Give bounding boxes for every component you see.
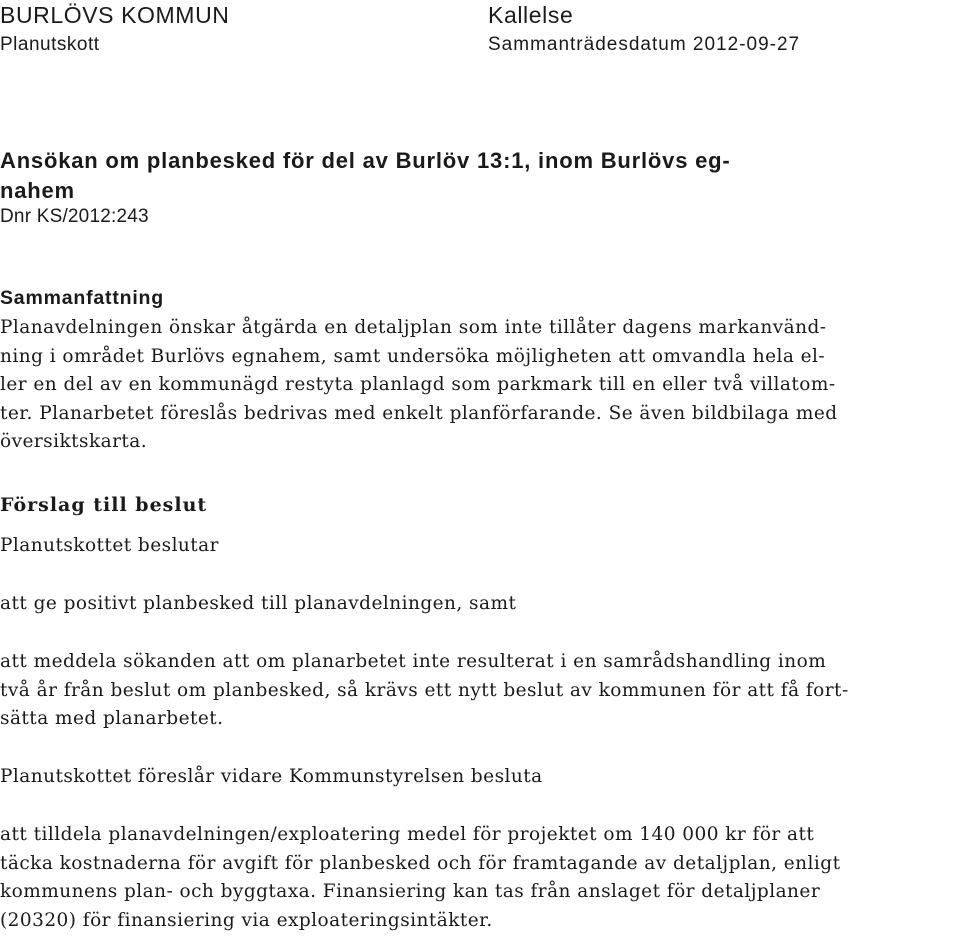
decision-item-3-line: kommunens plan- och byggtaxa. Finansiering kan tas från anslaget för detaljplaner xyxy=(0,881,821,902)
further-proposal xyxy=(0,763,960,792)
summary-heading: Sammanfattning xyxy=(0,287,164,309)
decision-item-2-line: två år från beslut om planbesked, så krävs ett nytt beslut av kommunen för att få fort- xyxy=(0,679,849,701)
case-title xyxy=(0,146,760,206)
summary-line: ler en del av en kommunägd restyta planlagd som parkmark till en eller två villatom- xyxy=(0,374,836,395)
case-title-line: nahem xyxy=(0,178,75,203)
document-type: Kallelse xyxy=(488,2,574,28)
summary-line: ter. Planarbetet föreslås bedrivas med enkelt planförfarande. Se även bildbilaga med xyxy=(0,402,838,424)
case-number: Dnr KS/2012:243 xyxy=(0,206,149,227)
meeting-date: Sammanträdesdatum 2012-09-27 xyxy=(488,34,801,55)
decision-item-3-line: (20320) för finansiering via exploateringsintäkter. xyxy=(0,909,493,931)
summary-line: översiktskarta. xyxy=(0,431,148,452)
summary-paragraph xyxy=(0,314,960,457)
decision-item-2 xyxy=(0,648,960,734)
decision-item-2-line: sätta med planarbetet. xyxy=(0,708,224,729)
proposal-intro xyxy=(0,532,960,561)
decision-item-3-line: att tilldela planavdelningen/exploatering medel för projektet om 140 000 kr för att xyxy=(0,824,815,845)
proposal-heading: Förslag till beslut xyxy=(0,494,208,516)
organization-name: BURLÖVS KOMMUN xyxy=(0,2,230,28)
decision-item-3 xyxy=(0,821,960,935)
summary-line: ning i området Burlövs egnahem, samt undersöka möjligheten att omvandla hela el- xyxy=(0,345,826,367)
further-proposal-text: Planutskottet föreslår vidare Kommunstyrelsen besluta xyxy=(0,766,543,787)
decision-item-2-line: att meddela sökanden att om planarbetet inte resulterat i en samrådshandling inom xyxy=(0,651,827,672)
decision-item-1 xyxy=(0,590,960,619)
department-name: Planutskott xyxy=(0,34,100,55)
proposal-intro-text: Planutskottet beslutar xyxy=(0,535,219,556)
decision-item-3-line: täcka kostnaderna för avgift för planbesked och för framtagande av detaljplan, enligt xyxy=(0,852,841,874)
case-title-line: Ansökan om planbesked för del av Burlöv 13:1, inom Burlövs eg- xyxy=(0,148,731,173)
decision-item-1-text: att ge positivt planbesked till planavdelningen, samt xyxy=(0,593,517,614)
summary-line: Planavdelningen önskar åtgärda en detaljplan som inte tillåter dagens markanvänd- xyxy=(0,317,827,338)
